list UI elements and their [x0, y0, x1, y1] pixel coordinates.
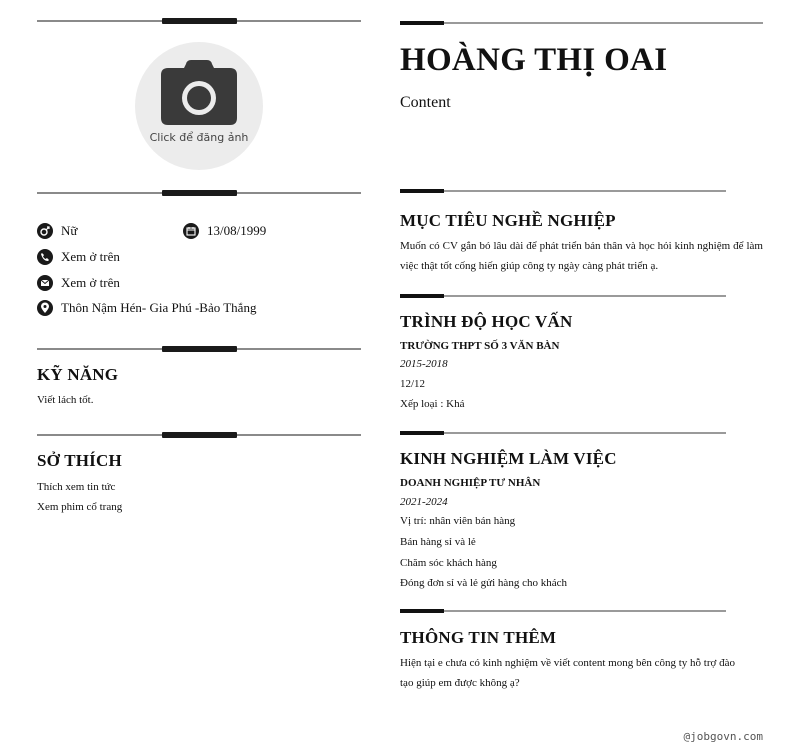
objective-text: Muốn có CV gắn bó lâu dài để phát triển bản thân và học hỏi kinh nghiệm để làm việc thật tốt cống hiến giúp công ty ngày càng phát triển ạ. [400, 240, 763, 272]
mail-icon [37, 275, 53, 291]
extra-text: Hiện tại e chưa có kinh nghiệm về viết content mong bên công ty hỗ trợ đào tạo giúp em được không ạ? [400, 657, 735, 689]
divider [400, 295, 726, 297]
education-line: Xếp loại : Khá [400, 398, 465, 410]
divider [400, 22, 763, 24]
birthday-value: 13/08/1999 [207, 223, 267, 238]
email-value: Xem ở trên [61, 275, 120, 290]
divider [400, 610, 726, 612]
education-line: 12/12 [400, 378, 426, 390]
camera-icon [160, 60, 238, 126]
divider [400, 432, 726, 434]
calendar-icon [183, 223, 199, 239]
candidate-name: HOÀNG THỊ OAI [400, 42, 668, 78]
experience-line: Chăm sóc khách hàng [400, 557, 497, 569]
extra-title: THÔNG TIN THÊM [400, 628, 557, 647]
objective-title: MỤC TIÊU NGHỀ NGHIỆP [400, 211, 616, 230]
divider [37, 434, 361, 436]
divider [37, 192, 361, 194]
hobby-item: Xem phim cổ trang [37, 501, 123, 513]
divider [37, 20, 361, 22]
divider [400, 190, 726, 192]
gender-icon [37, 223, 53, 239]
experience-title: KINH NGHIỆM LÀM VIỆC [400, 449, 617, 468]
skill-item: Viết lách tốt. [37, 394, 94, 406]
divider [37, 348, 361, 350]
experience-line: Đóng đơn sỉ và lẻ gửi hàng cho khách [400, 577, 567, 589]
skills-title: KỸ NĂNG [37, 365, 119, 384]
hobby-item: Thích xem tin tức [37, 481, 116, 493]
photo-upload[interactable] [135, 42, 263, 170]
hobbies-title: SỞ THÍCH [37, 451, 122, 470]
experience-line: Vị trí: nhân viên bán hàng [400, 515, 516, 527]
school-name: TRƯỜNG THPT SỐ 3 VĂN BÀN [400, 340, 560, 352]
experience-line: Bán hàng sỉ và lẻ [400, 536, 476, 548]
address-value: Thôn Nậm Hén- Gia Phú -Bảo Thắng [61, 300, 257, 315]
photo-upload-label: Click để đăng ảnh [149, 131, 249, 144]
education-title: TRÌNH ĐỘ HỌC VẤN [400, 312, 573, 331]
experience-period: 2021-2024 [400, 496, 448, 508]
watermark: @jobgovn.com [683, 730, 763, 743]
phone-value: Xem ở trên [61, 249, 120, 264]
gender-value: Nữ [61, 223, 78, 238]
company-name: DOANH NGHIỆP TƯ NHÂN [400, 477, 541, 489]
location-pin-icon [37, 300, 53, 316]
job-title: Content [400, 94, 451, 111]
phone-icon [37, 249, 53, 265]
education-period: 2015-2018 [400, 358, 448, 370]
